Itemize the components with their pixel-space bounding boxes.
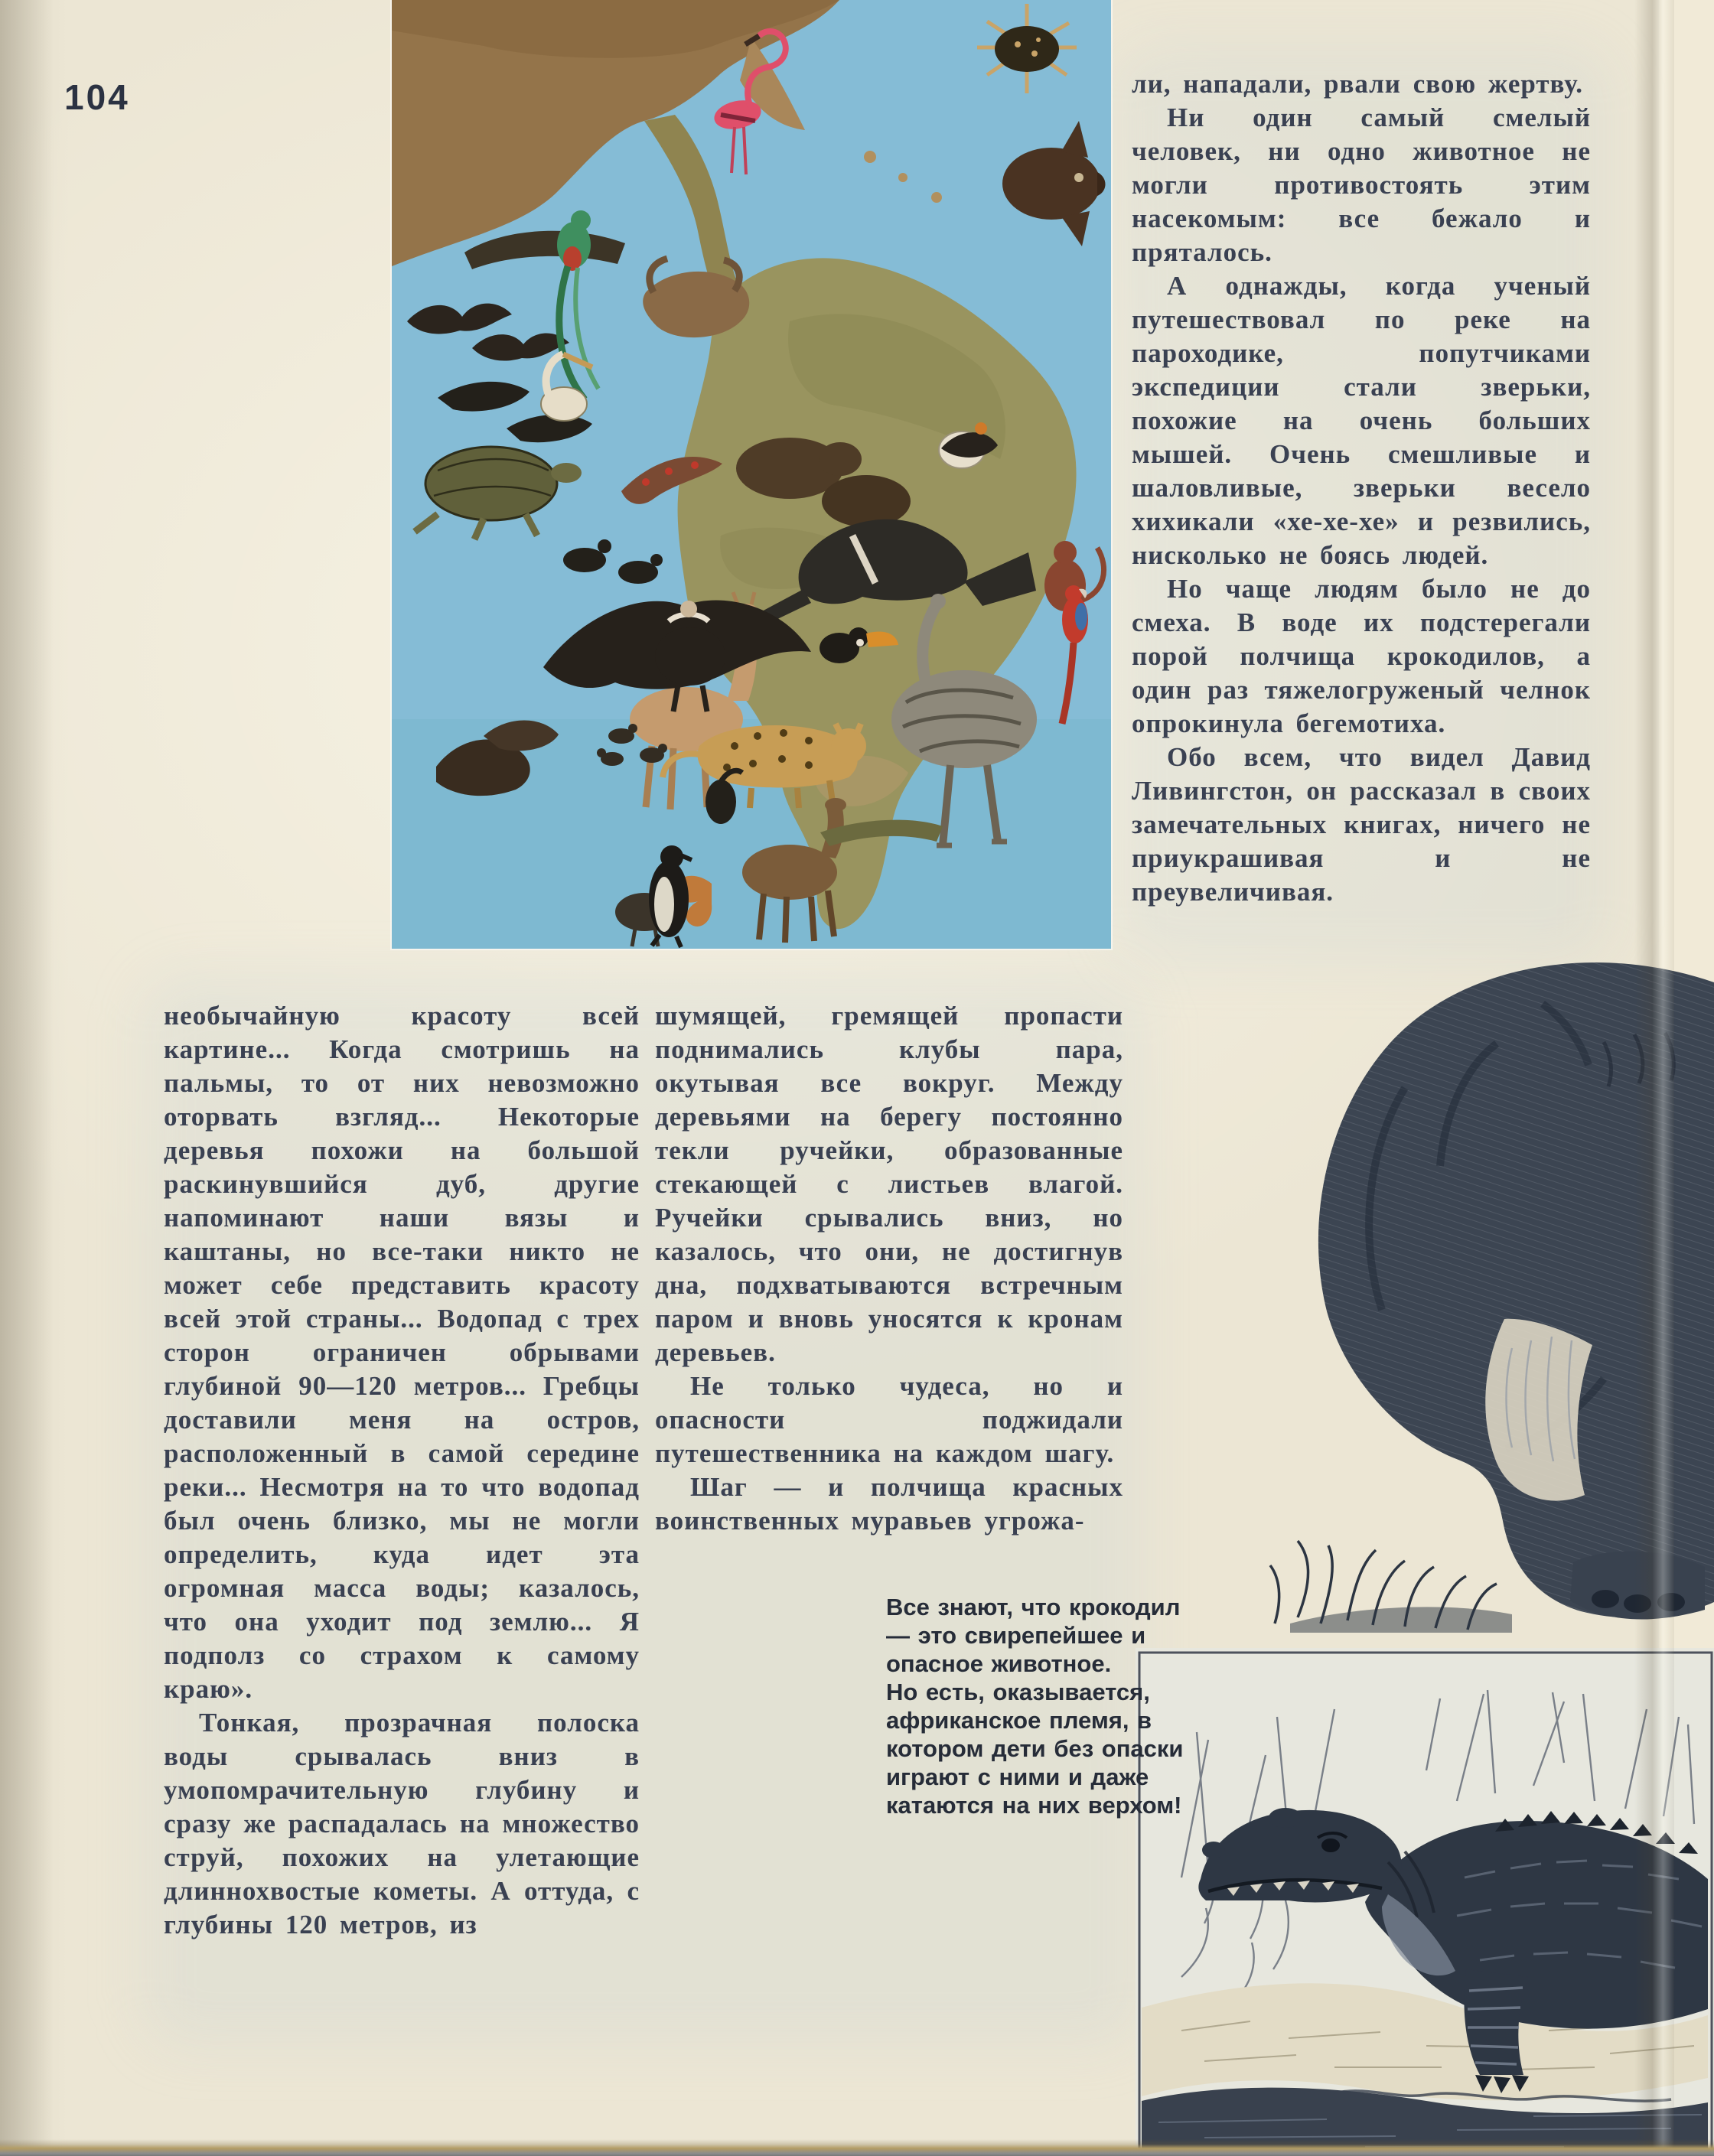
hippo-engraving <box>1175 950 1714 1633</box>
paragraph: необычайную красоту всей картине... Когда смотришь на пальмы, то от них невозможно оторвать взгляд... Некоторые деревья похожи на большой раскинувшийся дуб, другие напоминают наши вязы и каштаны, но все-таки никто не может себе представить красоту всей этой страны... Водопад с трех сторон ограничен обрывами глубиной 90—120 метров... Гребцы доставили меня на остров, расположенный в самой середине реки... Несмотря на то что водопад был очень близко, мы не могли определить, куда идет эта огромная масса воды; казалось, что она уходит под землю... Я подполз со страхом к самому краю». <box>164 1001 640 1704</box>
paragraph: Не только чудеса, но и опасности поджидали путешественника на каждом шагу. <box>655 1371 1123 1468</box>
paragraph: шумящей, гремящей пропасти поднимались клубы пара, окутывая все вокруг. Между деревьями на берегу постоянно текли ручейки, образованные стекающей с листьев влагой. Ручейки срывались вниз, но казалось, что они, не достигнув дна, подхватываются встречным паром и вновь уносятся к кронам деревьев. <box>655 1001 1123 1367</box>
page-number: 104 <box>64 77 130 117</box>
crocodile-canvas <box>1136 1648 1714 2156</box>
map-canvas <box>392 0 1111 949</box>
paragraph: А однажды, когда ученый путешествовал по реке на пароходике, попутчиками экспедиции стали зверьки, похожие на очень больших мышей. Очень смешливые и шаловливые, зверьки весело хихикали «хе-хе-хе» и резвились, нисколько не боясь людей. <box>1132 271 1591 570</box>
paragraph: Обо всем, что видел Давид Ливингстон, он рассказал в своих замечательных книгах, ничего не приукрашивая и не преувеличивая. <box>1132 742 1591 907</box>
paragraph: Ни один самый смелый человек, ни одно животное не могли противостоять этим насекомым: все бежало и пряталось. <box>1132 103 1591 267</box>
crocodile-engraving <box>1136 1648 1714 2156</box>
paragraph: Тонкая, прозрачная полоска воды срывалась вниз в умопомрачительную глубину и сразу же распадалась на множество струй, похожих на улетающие длиннохвостые кометы. А оттуда, с глубины 120 метров, из <box>164 1708 640 1939</box>
text-column-lower-left <box>164 999 640 1942</box>
text-column-right <box>1132 67 1591 909</box>
left-scan-shadow <box>0 0 54 2156</box>
caption-paragraph: Но есть, оказывается, африканское племя, в котором дети без опаски играют с ними и даже катаются на них верхом! <box>886 1679 1184 1819</box>
caption-paragraph: Все знают, что крокодил — это свирепейшее и опасное животное. <box>886 1594 1181 1677</box>
crocodile-photo-caption <box>886 1593 1194 1819</box>
paragraph: ли, нападали, рвали свою жертву. <box>1132 69 1584 99</box>
hippo-canvas <box>1175 950 1714 1633</box>
text-column-lower-middle <box>655 999 1123 1538</box>
page-bottom-edge <box>0 2139 1714 2156</box>
paragraph: Шаг — и полчища красных воинственных муравьев угрожа- <box>655 1472 1123 1536</box>
south-america-animal-map-illustration <box>392 0 1111 949</box>
paragraph: Но чаще людям было не до смеха. В воде их подстерегали порой полчища крокодилов, а один раз тяжелогруженый челнок опрокинула бегемотиха. <box>1132 574 1591 738</box>
